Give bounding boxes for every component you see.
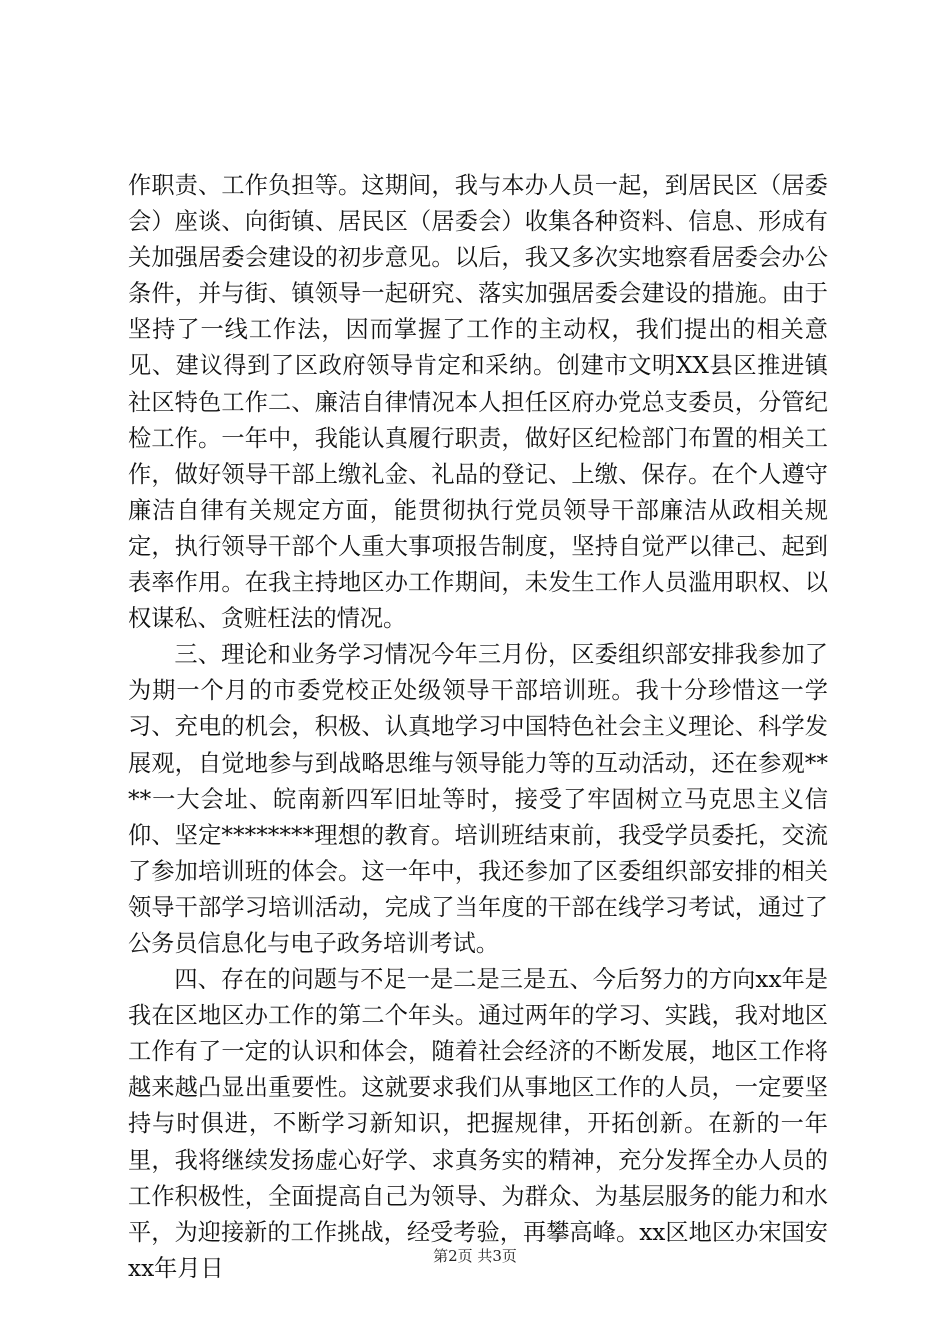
paragraph-study: 三、理论和业务学习情况今年三月份，区委组织部安排我参加了为期一个月的市委党校正处级领导干部培训班。我十分珍惜这一学习、充电的机会，积极、认真地学习中国特色社会主义理论、科学发展观，自觉地参与到战略思维与领导能力等的互动活动，还在参观****一大会址、皖南新四军旧址等时，接受了牢固树立马克思主义信仰、坚定********理想的教育。培训班结束前，我受学员委托，交流了参加培训班的体会。这一年中，我还参加了区委组织部安排的相关领导干部学习培训活动，完成了当年度的干部在线学习考试，通过了公务员信息化与电子政务培训考试。 <box>128 641 828 957</box>
paragraph-problems-outlook: 四、存在的问题与不足一是二是三是五、今后努力的方向xx年是我在区地区办工作的第二个年头。通过两年的学习、实践，我对地区工作有了一定的认识和体会，随着社会经济的不断发展，地区工作将越来越凸显出重要性。这就要求我们从事地区工作的人员，一定要坚持与时俱进，不断学习新知识，把握规律，开拓创新。在新的一年里，我将继续发扬虚心好学、求真务实的精神，充分发挥全办人员的工作积极性，全面提高自己为领导、为群众、为基层服务的能力和水平，为迎接新的工作挑战，经受考验，再攀高峰。xx区地区办宋国安xx年月日 <box>128 966 828 1282</box>
page-number-footer: 第2页 共3页 <box>433 1247 517 1265</box>
document-body <box>128 168 828 1287</box>
paragraph-continuation: 作职责、工作负担等。这期间，我与本办人员一起，到居民区（居委会）座谈、向街镇、居民区（居委会）收集各种资料、信息、形成有关加强居委会建设的初步意见。以后，我又多次实地察看居委会办公条件，并与街、镇领导一起研究、落实加强居委会建设的措施。由于坚持了一线工作法，因而掌握了工作的主动权，我们提出的相关意见、建议得到了区政府领导肯定和采纳。创建市文明XX县区推进镇社区特色工作二、廉洁自律情况本人担任区府办党总支委员，分管纪检工作。一年中，我能认真履行职责，做好区纪检部门布置的相关工作，做好领导干部上缴礼金、礼品的登记、上缴、保存。在个人遵守廉洁自律有关规定方面，能贯彻执行党员领导干部廉洁从政相关规定，执行领导干部个人重大事项报告制度，坚持自觉严以律己、起到表率作用。在我主持地区办工作期间，未发生工作人员滥用职权、以权谋私、贪赃枉法的情况。 <box>128 172 828 633</box>
